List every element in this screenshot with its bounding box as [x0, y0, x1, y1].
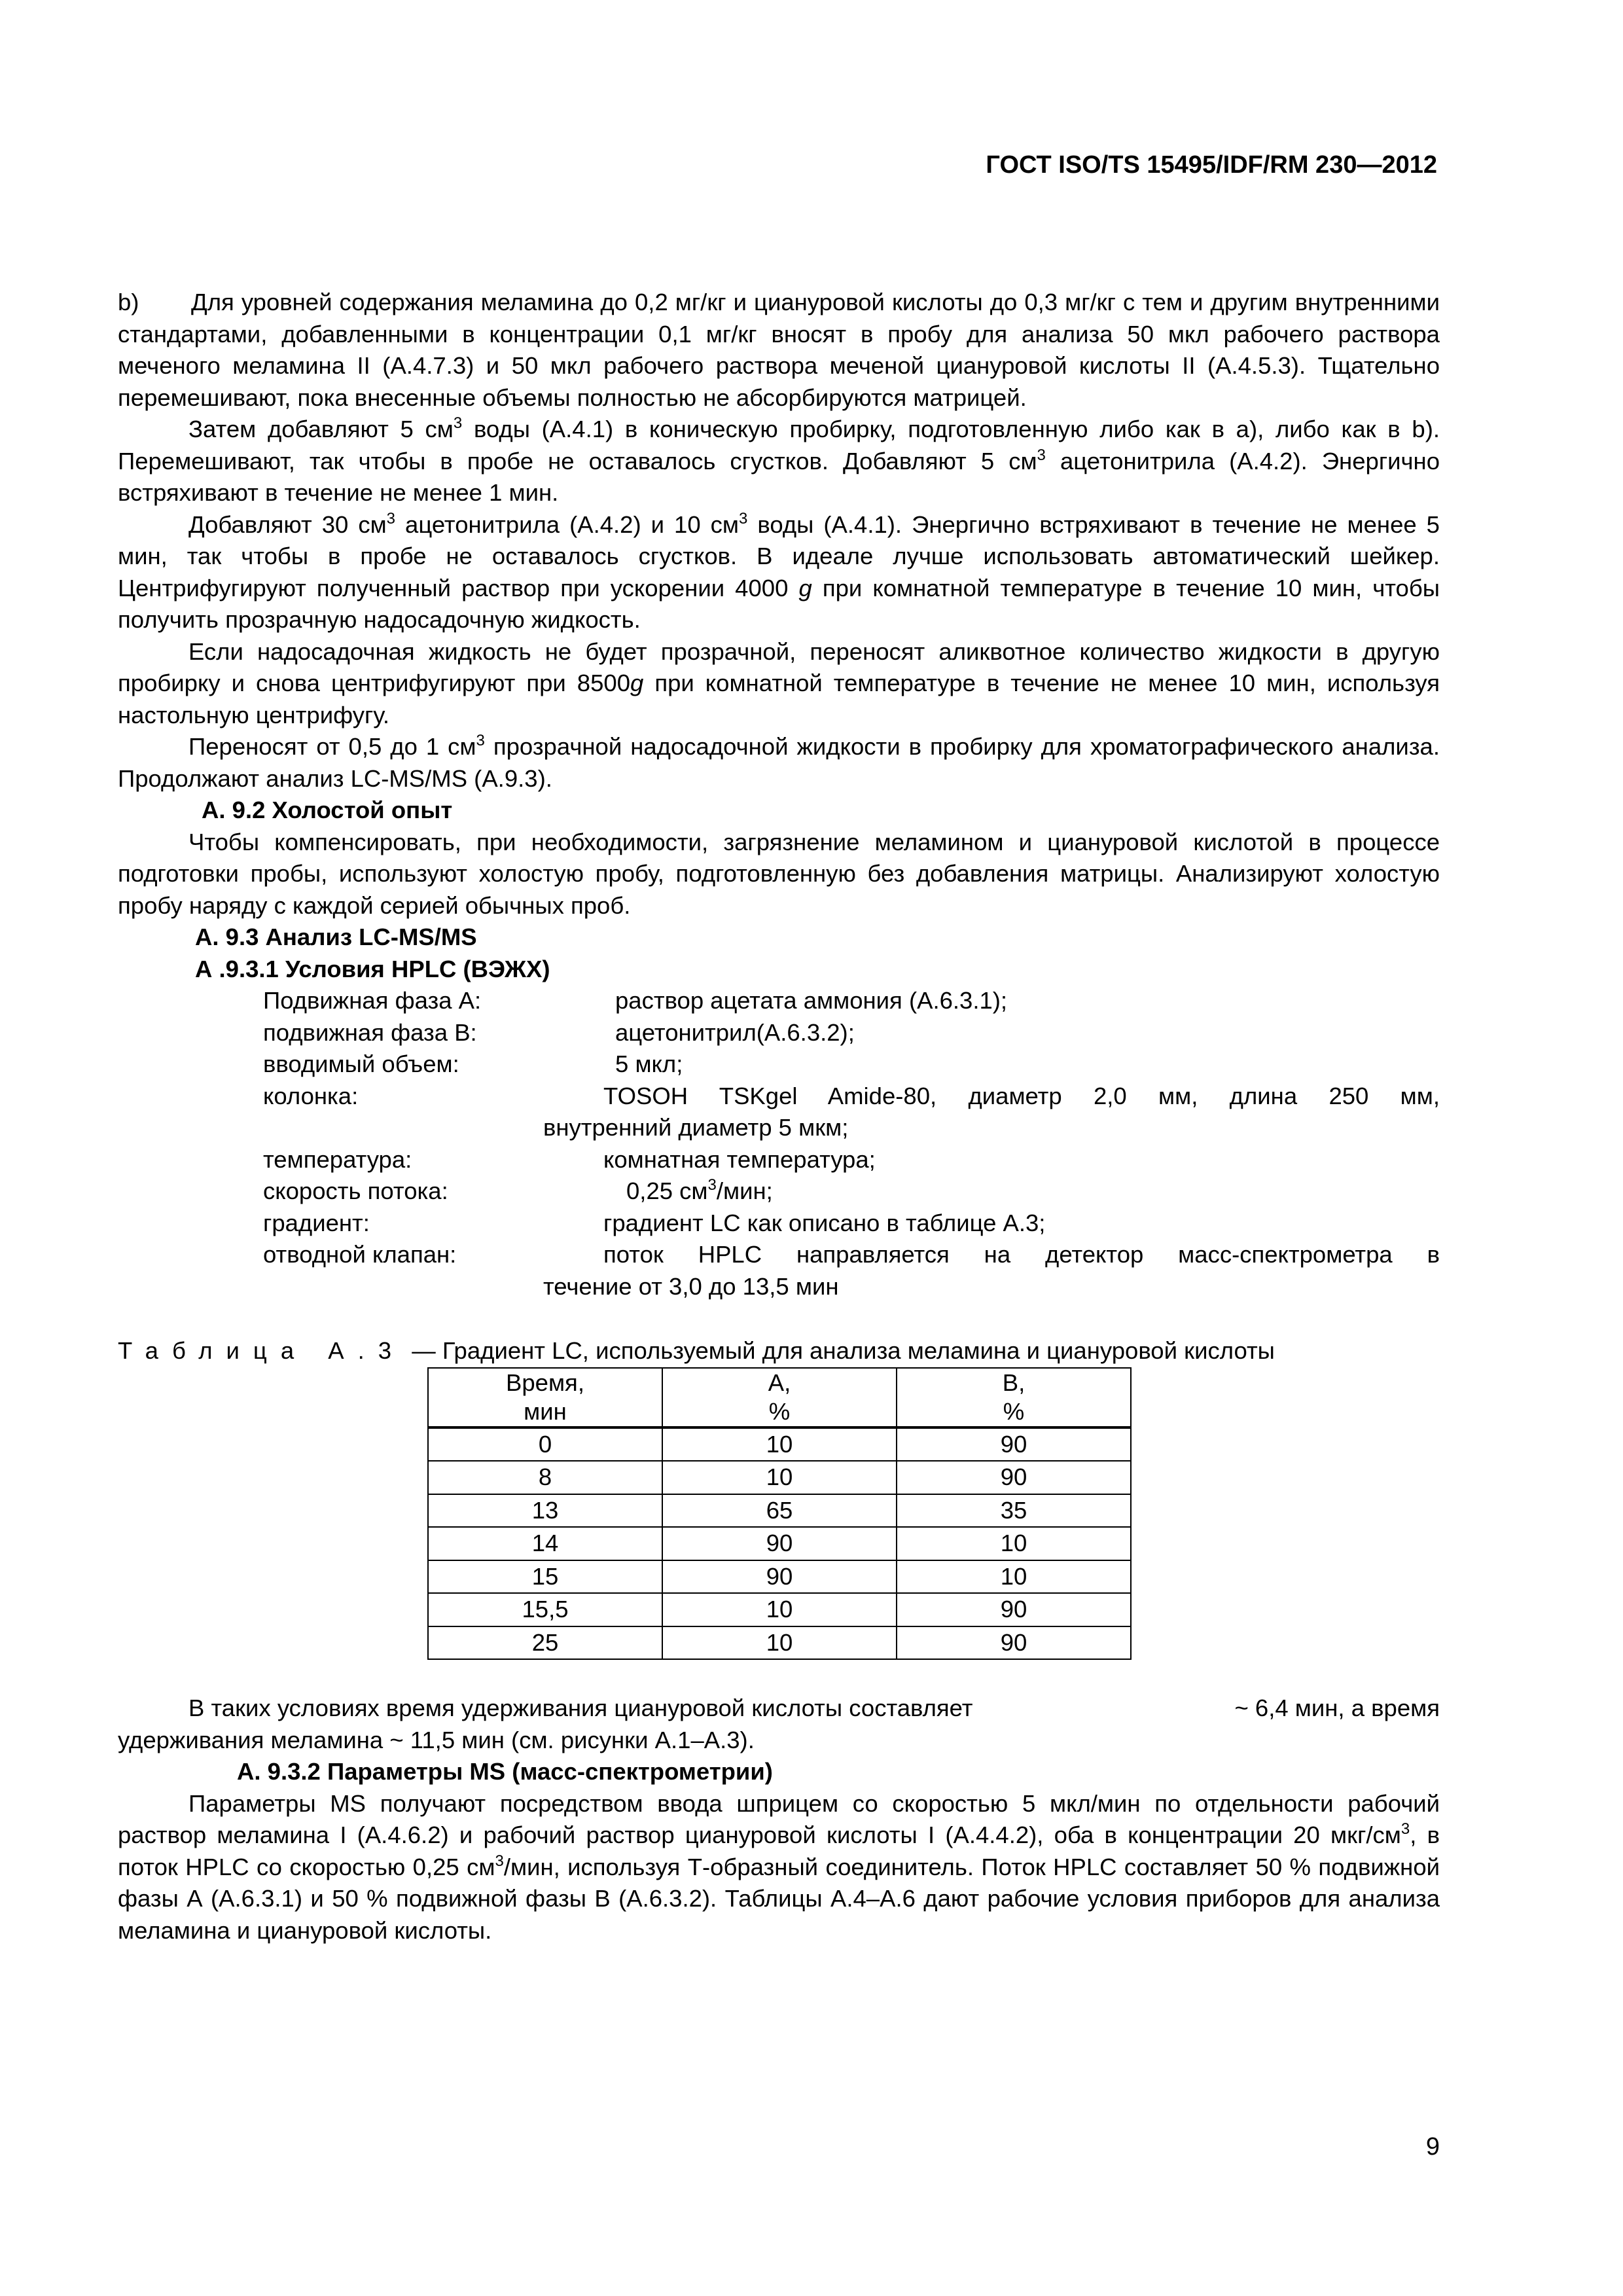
text-run: ~ 6,4 мин, а время	[1234, 1695, 1440, 1721]
table-row	[428, 1427, 1131, 1462]
header-line: %	[768, 1397, 791, 1425]
param-label: колонка:	[263, 1082, 359, 1109]
paragraph-transfer	[118, 731, 1440, 795]
table-row	[428, 1560, 1131, 1594]
table-row	[428, 1626, 1131, 1660]
table-cell: 10	[662, 1593, 897, 1626]
text-run: ацетонитрила (А.4.2) и 10 см	[395, 511, 739, 538]
header-line: мин	[524, 1397, 567, 1425]
text-run: Затем добавляют 5 см	[188, 416, 454, 442]
param-label: температура:	[263, 1145, 412, 1173]
text-run: ацетонитрила (А.4.2). Энергично встряхивают в течение не менее 1 мин.	[118, 447, 1440, 506]
table-caption-text: — Градиент LC, используемый для анализа меламина и циануровой кислоты	[405, 1337, 1275, 1364]
text-run: при комнатной температуре в течение не менее 10 мин, используя настольную центрифугу.	[118, 670, 1440, 728]
superscript: 3	[1037, 446, 1046, 464]
param-value: градиент LC как описано в таблице А.3;	[603, 1209, 1046, 1236]
table-header-row	[428, 1368, 1131, 1427]
param-label: скорость потока:	[263, 1177, 448, 1204]
paragraph-acetonitrile	[118, 509, 1440, 636]
param-value: поток HPLC направляется на детектор масс-спектрометра в	[603, 1241, 1440, 1268]
header-line: A,	[768, 1369, 791, 1396]
param-row-injection	[263, 1049, 1440, 1081]
table-caption	[118, 1335, 1440, 1367]
text-run: Добавляют 30 см	[188, 511, 387, 538]
header-line: Время,	[506, 1369, 584, 1396]
text-run: воды (А.4.1) в коническую пробирку, подготовленную либо как в а), либо как в b). Перемешивают, так чтобы в пробе не оставалось сгустков. Добавляют 5 см	[118, 416, 1440, 475]
param-value: комнатная температура;	[603, 1145, 876, 1173]
text-run: Если надосадочная жидкость не будет прозрачной, переносят аликвотное количество жидкости в другую пробирку и снова центрифугируют при 8500	[118, 637, 1440, 696]
table-cell: 15	[428, 1560, 662, 1594]
header-line: B,	[1002, 1369, 1026, 1396]
paragraph-recentrifuge	[118, 636, 1440, 732]
hplc-parameters	[118, 985, 1440, 1302]
table-cell: 90	[897, 1427, 1131, 1462]
header-line: %	[1003, 1397, 1025, 1425]
text-run: /мин;	[716, 1177, 773, 1204]
text-run: , в поток HPLC со скоростью 0,25 см	[118, 1821, 1440, 1880]
paragraph-retention-times	[118, 1693, 1440, 1756]
table-row	[428, 1461, 1131, 1494]
table-cell: 90	[662, 1560, 897, 1594]
param-value: ацетонитрил(А.6.3.2);	[615, 1018, 855, 1046]
superscript: 3	[739, 509, 748, 528]
table-cell: 10	[897, 1527, 1131, 1560]
retention-line-1	[118, 1693, 1440, 1725]
italic-g: g	[798, 574, 812, 601]
table-row	[428, 1494, 1131, 1528]
text-run: 0,25 см	[626, 1177, 708, 1204]
italic-g: g	[630, 670, 644, 696]
paragraph-b-text: Для уровней содержания меламина до 0,2 мг/кг и циануровой кислоты до 0,3 мг/кг с тем и другим внутренними стандартами, добавленными в концентрации 0,1 мг/кг вносят в пробу для анализа 50 мкл рабочего раствора меченого меламина II (А.4.7.3) и 50 мкл рабочего раствора меченой циануровой кислоты II (А.4.5.3). Тщательно перемешивают, пока внесенные объемы полностью не абсорбируются матрицей.	[118, 289, 1440, 411]
text-run: прозрачной надосадочной жидкости в пробирку для хроматографического анализа. Продолжают анализ LC-MS/MS (А.9.3).	[118, 733, 1440, 792]
superscript: 3	[386, 509, 396, 528]
table-cell: 13	[428, 1494, 662, 1528]
param-row-temperature	[263, 1144, 1440, 1176]
superscript: 3	[476, 732, 485, 749]
table-cell: 10	[662, 1427, 897, 1462]
table-caption-label: Таблица А.3	[118, 1337, 406, 1364]
param-label: отводной клапан:	[263, 1241, 457, 1268]
param-value	[626, 1175, 1440, 1208]
header-cell-b	[897, 1368, 1131, 1427]
text-run: воды (А.4.1). Энергично встряхивают в течение не менее 5 мин, так чтобы в пробе не оставалось сгустков. В идеале лучше использовать автоматический шейкер. Центрифугируют полученный раствор при ускорении 4000	[118, 511, 1440, 601]
paragraph-blank-test: Чтобы компенсировать, при необходимости, загрязнение меламином и циануровой кислотой в процессе подготовки пробы, используют холостую пробу, подготовленную без добавления матрицы. Анализируют холостую пробу наряду с каждой серией обычных проб.	[118, 828, 1440, 919]
table-cell: 8	[428, 1461, 662, 1494]
table-cell: 90	[897, 1593, 1131, 1626]
paragraph-b	[118, 287, 1440, 414]
superscript: 3	[453, 414, 463, 432]
table-cell: 10	[662, 1626, 897, 1660]
param-row-valve	[263, 1239, 1440, 1271]
param-value: раствор ацетата аммония (А.6.3.1);	[615, 987, 1008, 1014]
table-cell: 0	[428, 1427, 662, 1462]
table-cell: 90	[897, 1461, 1131, 1494]
param-label: подвижная фаза В:	[263, 1018, 477, 1046]
param-row-flow	[263, 1175, 1440, 1208]
table-cell: 10	[897, 1560, 1131, 1594]
gradient-table	[427, 1367, 1132, 1660]
superscript: 3	[495, 1852, 504, 1870]
superscript: 3	[707, 1176, 717, 1194]
param-label: Подвижная фаза А:	[263, 987, 482, 1014]
heading-a932: А. 9.3.2 Параметры MS (масс-спектрометрии)	[237, 1758, 773, 1785]
heading-a931: А .9.3.1 Условия HPLC (ВЭЖХ)	[195, 955, 550, 982]
text-run: В таких условиях время удерживания циануровой кислоты составляет	[188, 1695, 973, 1721]
heading-a93: А. 9.3 Анализ LC-MS/MS	[195, 924, 477, 950]
param-row-mobile-a	[263, 985, 1440, 1017]
param-value: TOSOH TSKgel Amide-80, диаметр 2,0 мм, длина 250 мм,	[603, 1082, 1440, 1109]
header-cell-time	[428, 1368, 662, 1427]
param-row-gradient	[263, 1208, 1440, 1240]
param-row-mobile-b	[263, 1017, 1440, 1049]
page-number: 9	[1425, 2133, 1440, 2161]
param-label: градиент:	[263, 1209, 370, 1236]
table-row	[428, 1527, 1131, 1560]
text-run: Параметры MS получают посредством ввода шприцем со скоростью 5 мкл/мин по отдельности рабочий раствор меламина I (А.4.6.2) и рабочий раствор циануровой кислоты I (А.4.4.2), оба в концентрации 20 мкг/см	[118, 1789, 1440, 1848]
table-cell: 15,5	[428, 1593, 662, 1626]
table-row	[428, 1593, 1131, 1626]
page-body	[118, 287, 1440, 1946]
param-value-continuation: течение от 3,0 до 13,5 мин	[543, 1272, 839, 1300]
table-cell: 90	[662, 1527, 897, 1560]
table-cell: 10	[662, 1461, 897, 1494]
param-row-column	[263, 1081, 1440, 1113]
param-label: вводимый объем:	[263, 1050, 459, 1077]
retention-line-2: удерживания меламина ~ 11,5 мин (см. рисунки А.1–А.3).	[118, 1726, 755, 1753]
table-cell: 25	[428, 1626, 662, 1660]
paragraph-water-addition	[118, 414, 1440, 509]
header-cell-a	[662, 1368, 897, 1427]
text-run: при комнатной температуре в течение 10 мин, чтобы получить прозрачную надосадочную жидкость.	[118, 574, 1440, 633]
superscript: 3	[1400, 1820, 1410, 1838]
text-run: Переносят от 0,5 до 1 см	[188, 733, 476, 760]
document-header: ГОСТ ISO/TS 15495/IDF/RM 230—2012	[986, 151, 1437, 179]
heading-a92: А. 9.2 Холостой опыт	[202, 797, 453, 823]
param-value: 5 мкл;	[615, 1050, 683, 1077]
text-run: /мин, используя Т-образный соединитель. Поток HPLC составляет 50 % подвижной фазы А (А.6.3.1) и 50 % подвижной фазы В (А.6.3.2). Таблицы А.4–А.6 дают рабочие условия приборов для анализа меламина и циануровой кислоты.	[118, 1853, 1440, 1944]
table-cell: 65	[662, 1494, 897, 1528]
param-value-continuation: внутренний диаметр 5 мкм;	[543, 1114, 849, 1141]
table-cell: 35	[897, 1494, 1131, 1528]
paragraph-ms-parameters	[118, 1788, 1440, 1947]
table-cell: 14	[428, 1527, 662, 1560]
table-cell: 90	[897, 1626, 1131, 1660]
list-marker-b: b)	[118, 289, 139, 315]
